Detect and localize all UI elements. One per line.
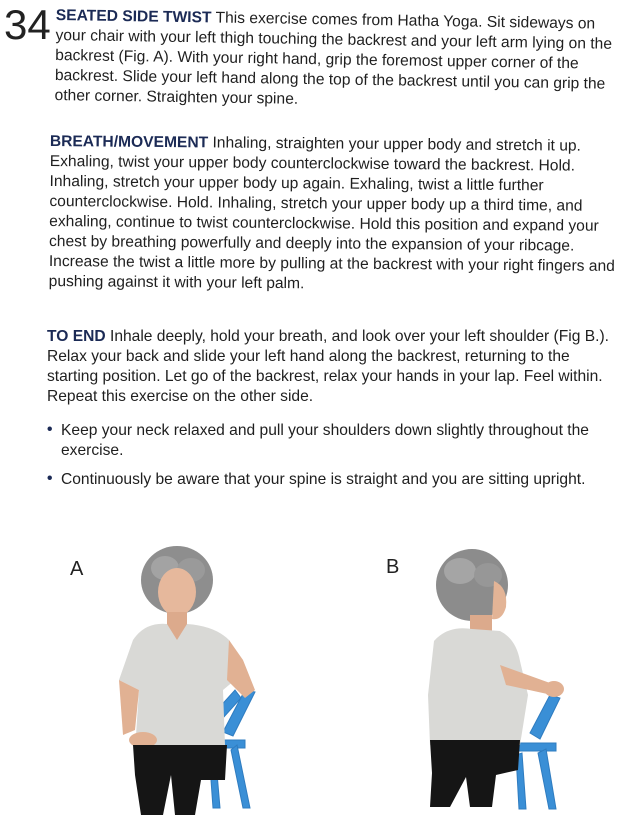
figure-a-photo	[105, 540, 280, 815]
tip-item	[47, 421, 621, 461]
intro-paragraph	[54, 6, 616, 115]
figure-b-photo	[410, 545, 585, 815]
tip-text: Keep your neck relaxed and pull your shoulders down slightly throughout the exercise.	[61, 422, 589, 459]
bullet-icon: •	[47, 470, 53, 487]
to-end-paragraph	[47, 327, 619, 407]
tip-item	[47, 470, 621, 490]
breath-movement-heading: BREATH/MOVEMENT	[49, 132, 209, 152]
tip-text: Continuously be aware that your spine is straight and you are sitting upright.	[61, 471, 586, 488]
intro-text: This exercise comes from Hatha Yoga. Sit sideways on your chair with your left thigh touching the backrest and your left arm lying on the backrest (Fig. A). With your right hand, grip the foremost upper corner of the backrest. Slide your left hand along the top of the backrest until you can grip the other corner. Straighten your spine.	[54, 9, 613, 108]
figure-a-label: A	[70, 558, 84, 580]
bullet-icon: •	[47, 421, 53, 438]
breath-movement-paragraph	[49, 132, 616, 297]
figure-b-label: B	[386, 556, 400, 578]
page-number: 34	[4, 1, 51, 48]
to-end-text: Inhale deeply, hold your breath, and look over your left shoulder (Fig B.). Relax your back and slide your left hand along the backrest, returning to the starting position. Let go of the backrest, relax your hands in your lap. Feel within. Repeat this exercise on the other side.	[47, 328, 609, 405]
to-end-heading: TO END	[47, 328, 106, 345]
breath-movement-text: Inhaling, straighten your upper body and stretch it up. Exhaling, twist your upper body counterclockwise toward the backrest. Hold. Inhaling, stretch your upper body up again. Exhaling, twist a little further counterclockwise. Hold. Inhaling, stretch your upper body up a third time, and exhaling, continue to twist counterclockwise. Hold this position and expand your chest by breathing powerfully and deeply into the expansion of your ribcage. Increase the twist a little more by pulling at the backrest with your right fingers and pushing against it with your left palm.	[48, 134, 615, 293]
exercise-title: SEATED SIDE TWIST	[55, 6, 212, 27]
